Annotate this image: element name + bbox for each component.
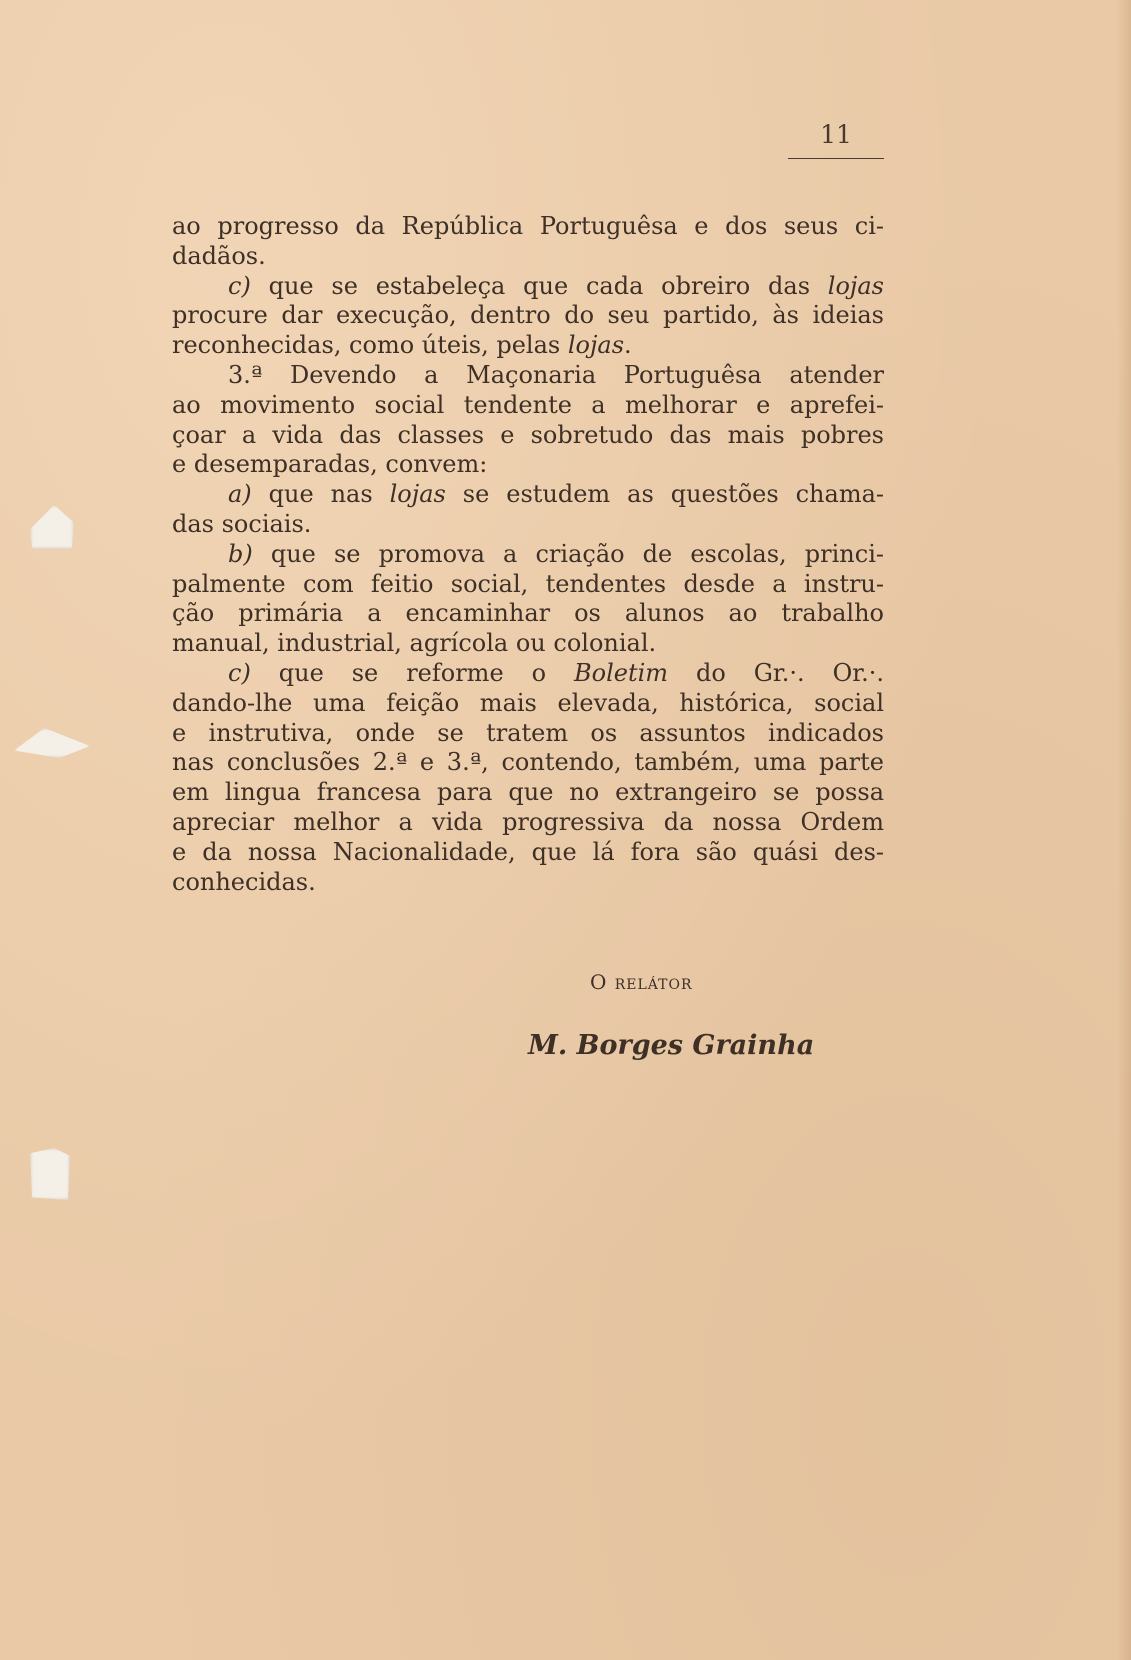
text-line: apreciar melhor a vida progressiva da nossa Ordem <box>172 807 884 836</box>
binding-hole <box>30 1148 70 1200</box>
text-line: çoar a vida das classes e sobretudo das mais pobres <box>172 420 884 449</box>
text-line: e desemparadas, convem: <box>172 450 488 479</box>
text-line: c) que se reforme o Boletim do Gr.·. Or.·. <box>228 658 884 687</box>
text-line: 3.ª Devendo a Maçonaria Portuguêsa atender <box>228 360 884 389</box>
text-line: em lingua francesa para que no extrangeiro se possa <box>172 778 884 807</box>
text-line: manual, industrial, agrícola ou colonial. <box>172 629 657 658</box>
page-number: 11 <box>820 120 852 149</box>
text-line: nas conclusões 2.ª e 3.ª, contendo, também, uma parte <box>172 748 884 777</box>
body-text <box>172 212 884 897</box>
page-edge-shadow <box>1117 0 1131 1660</box>
text-line: e da nossa Nacionalidade, que lá fora são quási des- <box>172 837 884 866</box>
text-line: e instrutiva, onde se tratem os assuntos indicados <box>172 718 884 747</box>
text-line: das sociais. <box>172 509 312 538</box>
text-line: procure dar execução, dentro do seu partido, às ideias <box>172 301 884 330</box>
text-line: c) que se estabeleça que cada obreiro das lojas <box>228 271 884 300</box>
text-line: ao movimento social tendente a melhorar e aprefei- <box>172 390 884 419</box>
binding-hole <box>30 505 74 549</box>
text-line: ção primária a encaminhar os alunos ao trabalho <box>172 599 884 628</box>
text-line: dando-lhe uma feição mais elevada, histórica, social <box>172 688 884 717</box>
signature-title: O relátor <box>590 970 693 994</box>
text-line: b) que se promova a criação de escolas, princi- <box>228 539 884 568</box>
text-line: a) que nas lojas se estudem as questões chama- <box>228 480 884 509</box>
page-number-rule <box>788 158 884 159</box>
binding-hole <box>14 728 90 758</box>
text-line: ao progresso da República Portuguêsa e dos seus ci- <box>172 212 884 240</box>
text-line: conhecidas. <box>172 867 316 896</box>
signature-name: M. Borges Grainha <box>528 1030 815 1061</box>
text-line: palmente com feitio social, tendentes desde a instru- <box>172 569 884 598</box>
text-line: reconhecidas, como úteis, pelas lojas. <box>172 331 632 360</box>
text-line: dadãos. <box>172 241 266 270</box>
